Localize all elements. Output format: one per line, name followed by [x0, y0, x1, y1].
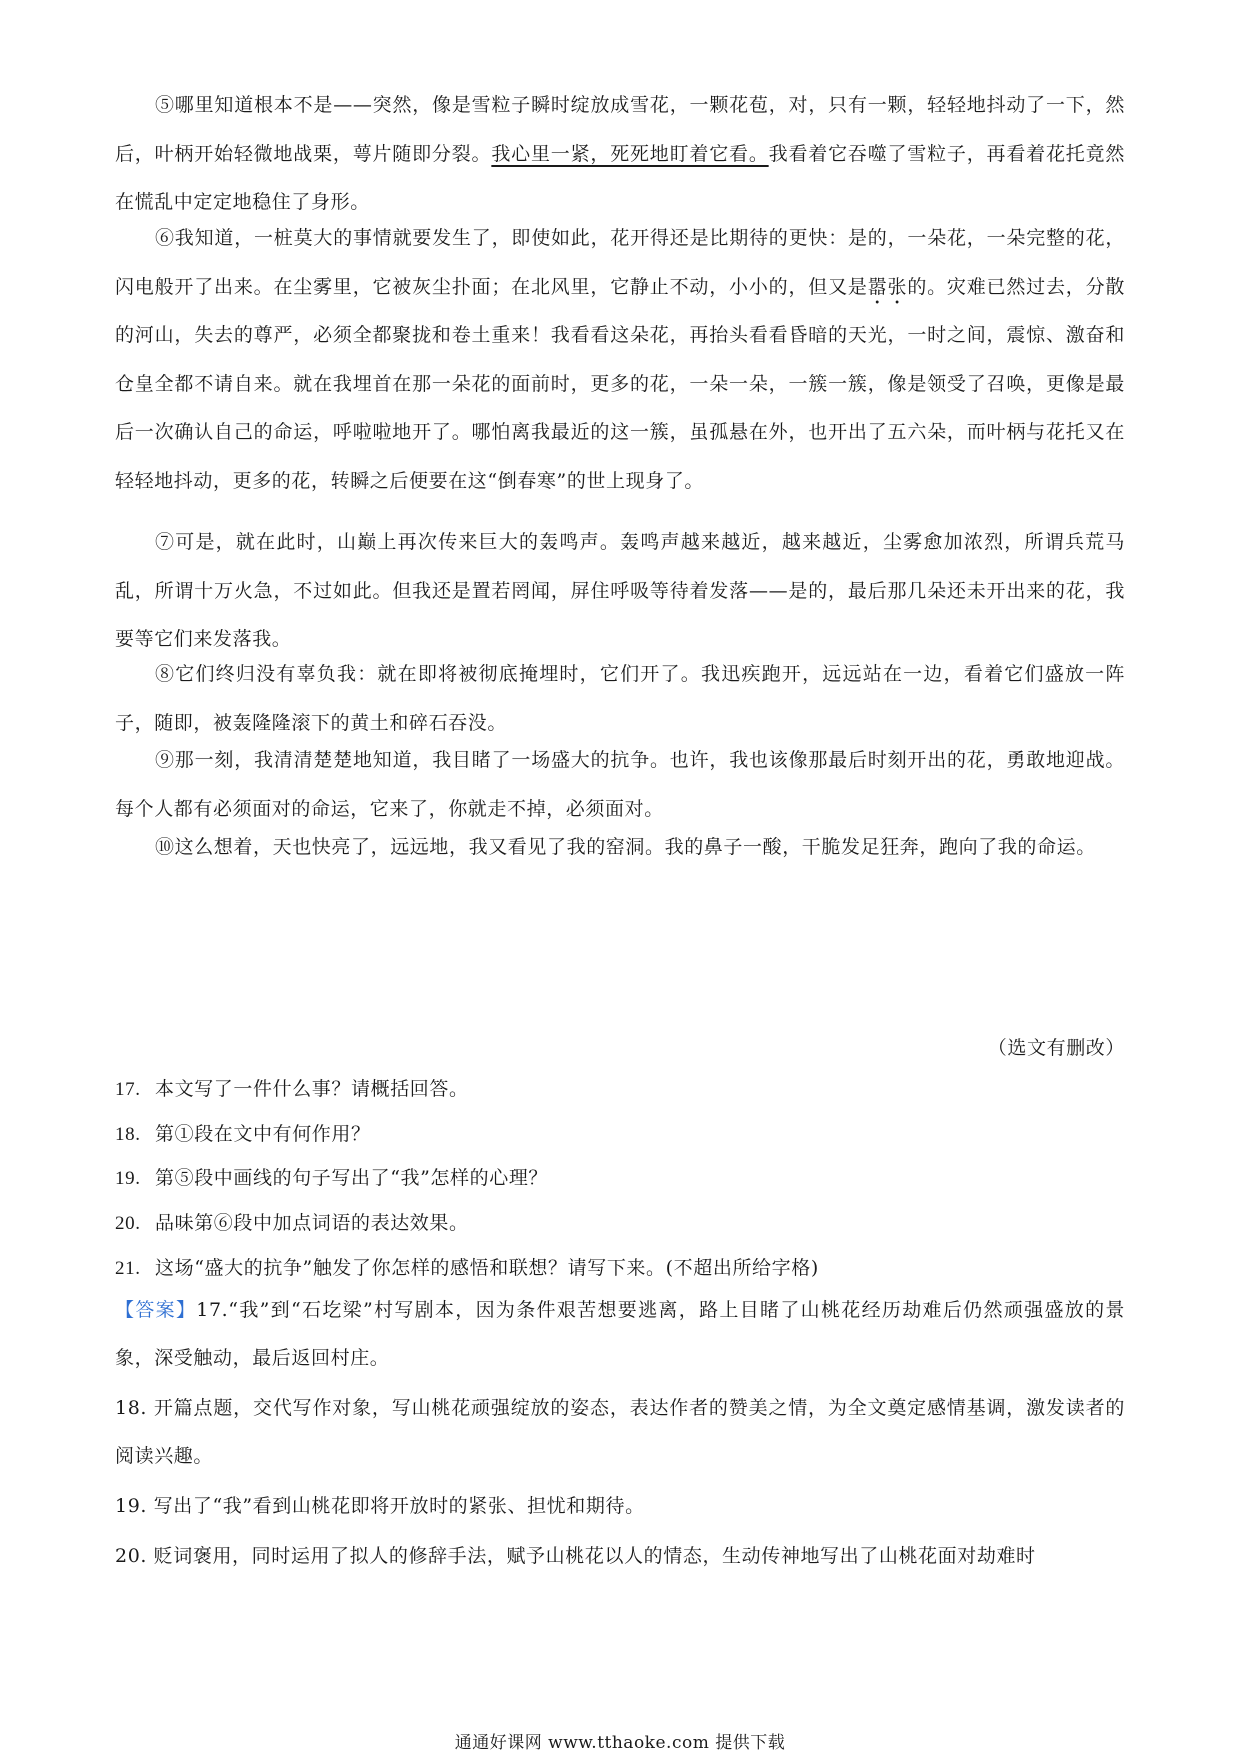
answer-20: 20. 贬词褒用，同时运用了拟人的修辞手法，赋予山桃花以人的情态，生动传神地写出了山桃花面对劫难时 — [115, 1545, 1036, 1567]
paragraph-5-text-end: 我看着它吞噬了雪粒子，再看着花托竟然在慌乱中定定地稳住了身形。 — [115, 142, 1125, 213]
question-number: 20. — [115, 1213, 141, 1234]
paragraph-5 — [115, 81, 1125, 227]
question-number: 21. — [115, 1258, 141, 1279]
question-number: 17. — [115, 1079, 141, 1100]
question-19 — [115, 1163, 548, 1194]
question-20 — [115, 1208, 469, 1239]
question-number: 19. — [115, 1168, 141, 1189]
question-text: 本文写了一件什么事？请概括回答。 — [155, 1078, 469, 1100]
question-text: 第⑤段中画线的句子写出了“我”怎样的心理？ — [155, 1167, 549, 1189]
question-text: 这场“盛大的抗争”触发了你怎样的感悟和联想？请写下来。(不超出所给字格) — [155, 1257, 819, 1279]
question-number: 18. — [115, 1124, 141, 1145]
answer-tag: 【答案】 — [115, 1299, 197, 1321]
answer-19: 19. 写出了“我”看到山桃花即将开放时的紧张、担忧和期待。 — [115, 1495, 645, 1517]
question-text: 第①段在文中有何作用？ — [155, 1123, 371, 1145]
paragraph-6-text-end: 的。灾难已然过去，分散的河山，失去的尊严，必须全都聚拢和卷土重来！我看看这朵花，再抬头看看昏暗的天光，一时之间，震惊、激奋和仓皇全都不请自来。就在我埋首在那一朵花的面前时，更多的花，一朵一朵，一簇一簇，像是领受了召唤，更像是最后一次确认自己的命运，呼啦啦地开了。哪怕离我最近的这一簇，虽孤悬在外，也开出了五六朵，而叶柄与花托又在轻轻地抖动，更多的花，转瞬之后便要在这“倒春寒”的世上现身了。 — [115, 275, 1125, 492]
paragraph-7: ⑦可是，就在此时，山巅上再次传来巨大的轰鸣声。轰鸣声越来越近，越来越近，尘雾愈加浓烈，所谓兵荒马乱，所谓十万火急，不过如此。但我还是置若罔闻，屏住呼吸等待着发落——是的，最后那几朵还未开出来的花，我要等它们来发落我。 — [115, 531, 1125, 650]
dotted-word: 嚣张 — [867, 275, 908, 298]
source-note: （选文有删改） — [987, 1037, 1125, 1059]
paragraph-6 — [115, 214, 1125, 505]
question-17 — [115, 1074, 469, 1105]
paragraph-5-text: ⑤哪里知道根本不是——突然，像是雪粒子瞬时绽放成雪花，一颗花苞，对，只有一颗，轻轻地抖动了一下，然后，叶柄开始轻微地战栗，萼片随即分裂。 — [115, 94, 1125, 165]
paragraph-8: ⑧它们终归没有辜负我：就在即将被彻底掩埋时，它们开了。我迅疾跑开，远远站在一边，看着它们盛放一阵子，随即，被轰隆隆滚下的黄土和碎石吞没。 — [115, 663, 1125, 734]
question-21 — [115, 1253, 819, 1284]
underlined-sentence: 我心里一紧，死死地盯着它看。 — [491, 142, 769, 165]
answer-17-text: 17.“我”到“石圪梁”村写剧本，因为条件艰苦想要逃离，路上目睹了山桃花经历劫难后仍然顽强盛放的景象，深受触动，最后返回村庄。 — [115, 1299, 1125, 1369]
paragraph-9: ⑨那一刻，我清清楚楚地知道，我目睹了一场盛大的抗争。也许，我也该像那最后时刻开出的花，勇敢地迎战。每个人都有必须面对的命运，它来了，你就走不掉，必须面对。 — [115, 749, 1125, 820]
paragraph-6-text: ⑥我知道，一桩莫大的事情就要发生了，即使如此，花开得还是比期待的更快：是的，一朵花，一朵完整的花，闪电般开了出来。在尘雾里，它被灰尘扑面；在北风里，它静止不动，小小的，但又是 — [115, 227, 1125, 298]
paragraph-10: ⑩这么想着，天也快亮了，远远地，我又看见了我的窑洞。我的鼻子一酸，干脆发足狂奔，跑向了我的命运。 — [155, 836, 1096, 858]
question-text: 品味第⑥段中加点词语的表达效果。 — [155, 1212, 469, 1234]
answer-17 — [115, 1286, 1125, 1382]
question-18 — [115, 1119, 371, 1150]
answer-18: 18. 开篇点题，交代写作对象，写山桃花顽强绽放的姿态，表达作者的赞美之情，为全文奠定感情基调，激发读者的阅读兴趣。 — [115, 1397, 1125, 1467]
page-footer: 通通好课网 www.tthaoke.com 提供下载 — [454, 1733, 786, 1753]
